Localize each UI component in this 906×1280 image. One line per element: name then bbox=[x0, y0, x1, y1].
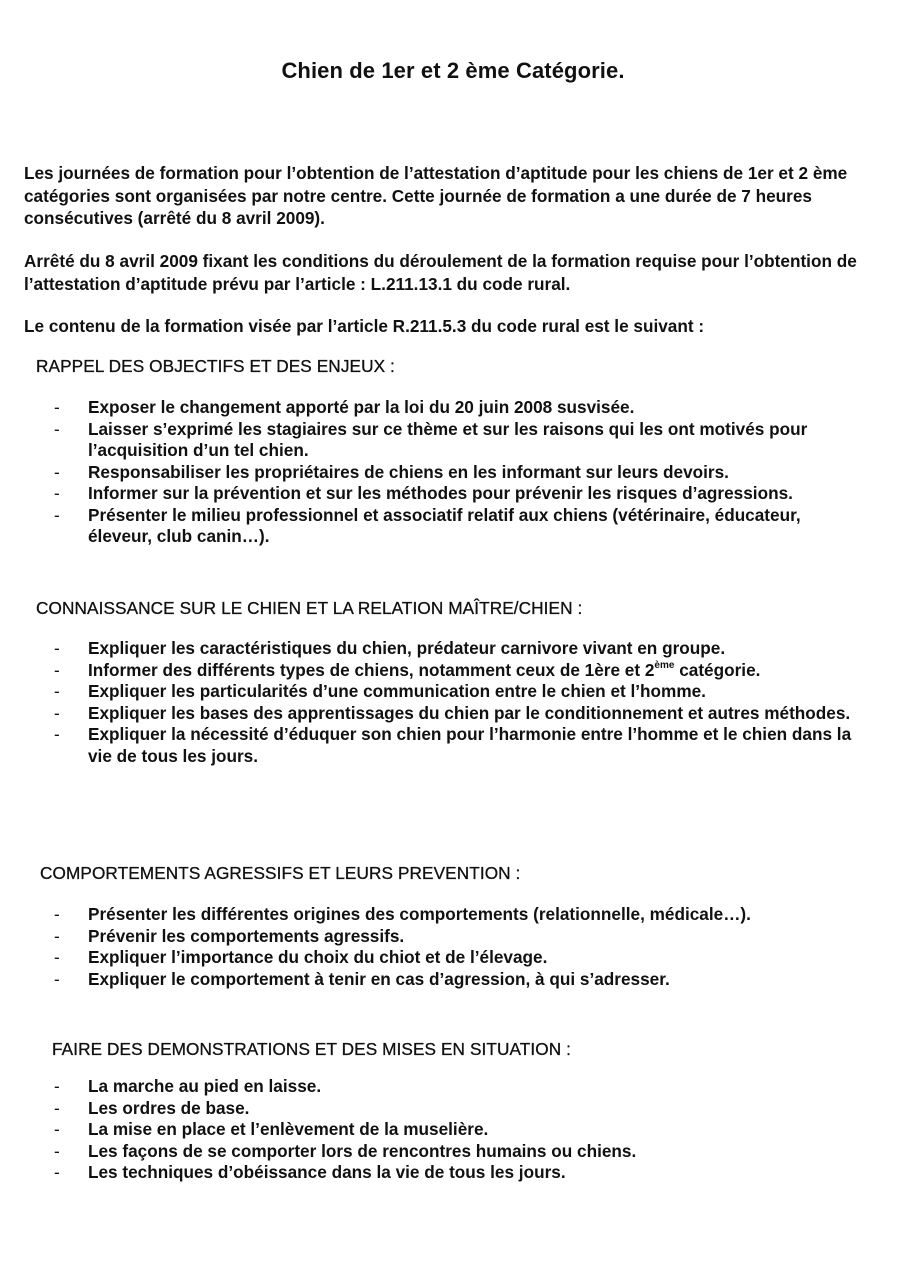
bullet-dash: - bbox=[54, 968, 60, 989]
list-item: - Laisser s’exprimé les stagiaires sur ce thème et sur les raisons qui les ont motivés pour l’acquisition d’un tel chien. bbox=[54, 418, 808, 460]
bullet-dash: - bbox=[54, 504, 60, 525]
page-title: Chien de 1er et 2 ème Catégorie. bbox=[281, 58, 625, 83]
list-item: - La mise en place et l’enlèvement de la muselière. bbox=[54, 1119, 489, 1139]
list-item: - Expliquer le comportement à tenir en cas d’agression, à qui s’adresser. bbox=[54, 968, 670, 989]
bullet-dash: - bbox=[54, 1140, 60, 1161]
list-item: - Les façons de se comporter lors de rencontres humains ou chiens. bbox=[54, 1140, 637, 1161]
bullet-dash: - bbox=[54, 925, 60, 946]
bullet-dash: - bbox=[54, 483, 60, 503]
list-item: - Expliquer les bases des apprentissages du chien par le conditionnement et autres méthodes. bbox=[54, 702, 851, 723]
bullet-dash: - bbox=[54, 659, 60, 680]
intro-paragraph-2: Arrêté du 8 avril 2009 fixant les conditions du déroulement de la formation requise pour l’obtention de l’attestation d’aptitude prévu par l’article : L.211.13.1 du code rural. bbox=[24, 251, 857, 294]
bullet-dash: - bbox=[54, 681, 60, 701]
bullet-dash: - bbox=[54, 461, 60, 482]
bullet-dash: - bbox=[54, 1119, 60, 1139]
list-item: - Prévenir les comportements agressifs. bbox=[54, 925, 405, 946]
section-heading-demonstrations: FAIRE DES DEMONSTRATIONS ET DES MISES EN SITUATION : bbox=[52, 1039, 571, 1059]
list-item: - Expliquer la nécessité d’éduquer son chien pour l’harmonie entre l’homme et le chien dans la vie de tous les jours. bbox=[54, 724, 852, 766]
list-item: - Les techniques d’obéissance dans la vie de tous les jours. bbox=[54, 1162, 566, 1182]
list-item: - La marche au pied en laisse. bbox=[54, 1076, 322, 1096]
list-item: - Informer des différents types de chiens, notamment ceux de 1ère et 2ème catégorie. bbox=[54, 659, 761, 680]
bullet-dash: - bbox=[54, 947, 60, 967]
intro-paragraph-1: Les journées de formation pour l’obtention de l’attestation d’aptitude pour les chiens de 1er et 2 ème catégories sont organisées par notre centre. Cette journée de formation a une durée de 7 heures consécutives (arrêté du 8 avril 2009). bbox=[24, 163, 848, 228]
bullet-dash: - bbox=[54, 724, 60, 744]
bullet-dash: - bbox=[54, 1162, 60, 1182]
bullet-dash: - bbox=[54, 638, 60, 658]
list-item: - Expliquer les particularités d’une communication entre le chien et l’homme. bbox=[54, 681, 706, 701]
bullet-dash: - bbox=[54, 702, 60, 723]
list-knowledge bbox=[52, 638, 852, 767]
list-objectives bbox=[52, 397, 852, 548]
list-item: - Présenter les différentes origines des comportements (relationnelle, médicale…). bbox=[54, 904, 751, 924]
intro-paragraph-3: Le contenu de la formation visée par l’article R.211.5.3 du code rural est le suivant : bbox=[24, 316, 705, 336]
bullet-dash: - bbox=[54, 418, 60, 439]
list-item: - Expliquer les caractéristiques du chien, prédateur carnivore vivant en groupe. bbox=[54, 638, 726, 658]
section-heading-aggressive: COMPORTEMENTS AGRESSIFS ET LEURS PREVENTION : bbox=[40, 863, 521, 883]
bullet-dash: - bbox=[54, 904, 60, 924]
list-aggressive bbox=[52, 904, 852, 990]
bullet-dash: - bbox=[54, 1097, 60, 1118]
section-heading-knowledge: CONNAISSANCE SUR LE CHIEN ET LA RELATION MAÎTRE/CHIEN : bbox=[36, 598, 583, 618]
section-heading-objectives: RAPPEL DES OBJECTIFS ET DES ENJEUX : bbox=[36, 356, 395, 376]
list-item: - Exposer le changement apporté par la loi du 20 juin 2008 susvisée. bbox=[54, 397, 635, 417]
bullet-dash: - bbox=[54, 1076, 60, 1096]
list-item: - Informer sur la prévention et sur les méthodes pour prévenir les risques d’agressions. bbox=[54, 483, 793, 503]
list-item: - Présenter le milieu professionnel et associatif relatif aux chiens (vétérinaire, éducateur, éleveur, club canin…). bbox=[54, 504, 801, 546]
list-item: - Les ordres de base. bbox=[54, 1097, 250, 1118]
list-item: - Responsabiliser les propriétaires de chiens en les informant sur leurs devoirs. bbox=[54, 461, 729, 482]
list-item: - Expliquer l’importance du choix du chiot et de l’élevage. bbox=[54, 947, 548, 967]
list-demonstrations bbox=[52, 1076, 852, 1184]
bullet-dash: - bbox=[54, 397, 60, 417]
